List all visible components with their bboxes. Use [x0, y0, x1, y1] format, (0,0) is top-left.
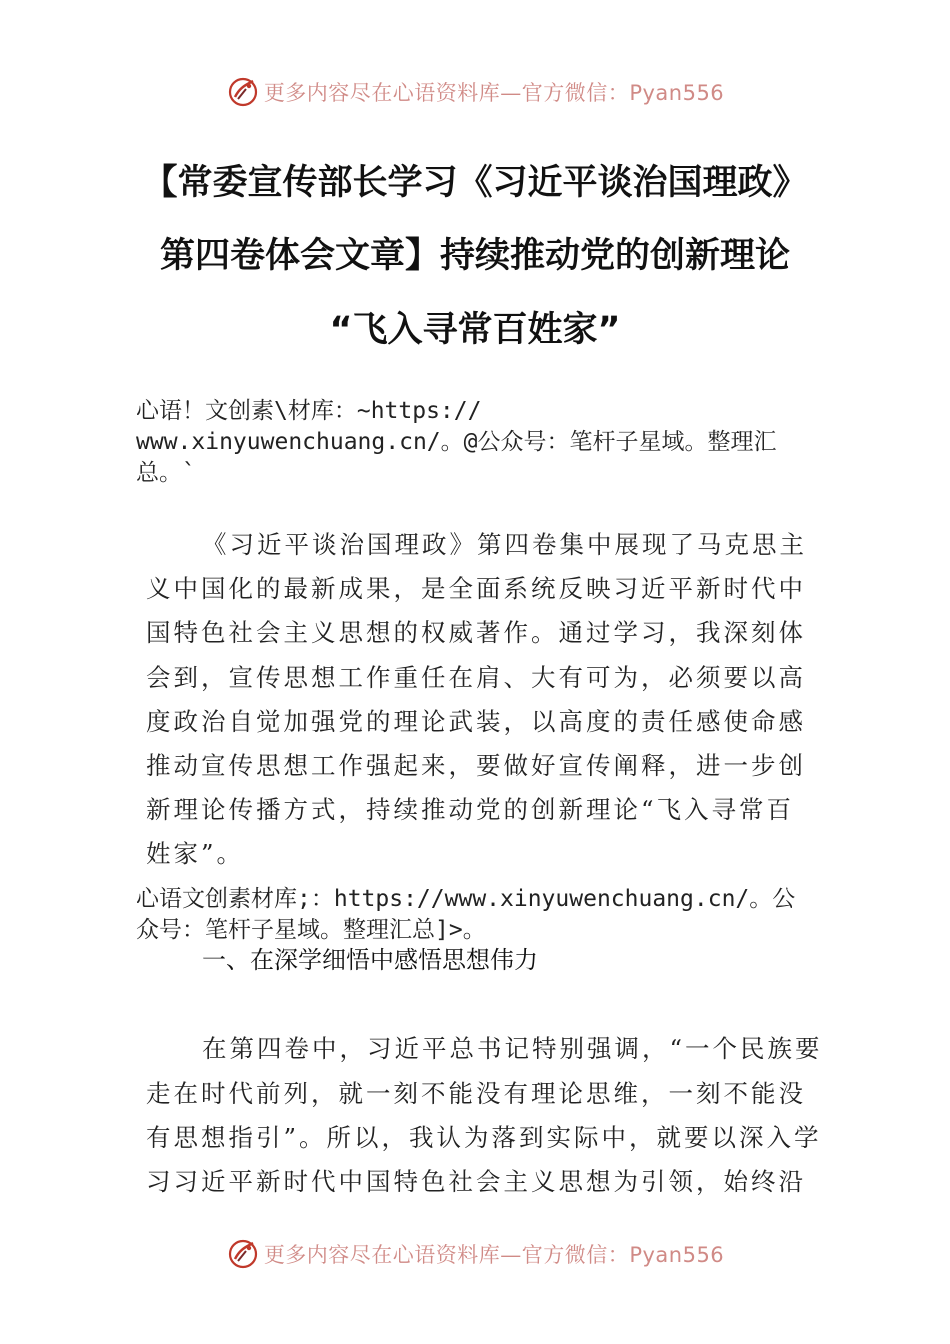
section-heading: 一、在深学细悟中感悟思想伟力: [202, 946, 538, 974]
paragraph-1-line: 国特色社会主义思想的权威著作。通过学习，我深刻体: [146, 618, 806, 647]
paragraph-1-line: 会到，宣传思想工作重任在肩、大有可为，必须要以高: [146, 663, 806, 692]
paragraph-2-line: 走在时代前列，就一刻不能没有理论思维，一刻不能没: [146, 1079, 806, 1108]
source-note-1-line-1: 心语！文创素\材库：~https://: [136, 398, 482, 424]
source-note-1-line-3: 总。`: [136, 460, 196, 486]
paragraph-1-line: 《习近平谈治国理政》第四卷集中展现了马克思主: [202, 530, 807, 559]
watermark-header: [0, 72, 950, 112]
document-title-line-3: “飞入寻常百姓家”: [329, 310, 621, 350]
paragraph-1-line: 义中国化的最新成果，是全面系统反映习近平新时代中: [146, 574, 806, 603]
watermark-footer: [0, 1234, 950, 1274]
watermark-text: 更多内容尽在心语资料库—官方微信：Pyan556: [263, 1243, 725, 1267]
paragraph-2-line: 有思想指引”。所以，我认为落到实际中，就要以深入学: [146, 1123, 822, 1152]
brand-logo-icon: [226, 75, 260, 109]
source-note-2-line-1: 心语文创素材库;：https://www.xinyuwenchuang.cn/。公: [136, 886, 796, 912]
document-title-line-2: 第四卷体会文章】持续推动党的创新理论: [159, 236, 790, 276]
source-note-2-line-2: 众号：笔杆子星域。整理汇总]>。: [136, 917, 486, 943]
paragraph-2-line: 习习近平新时代中国特色社会主义思想为引领，始终沿: [146, 1167, 806, 1196]
source-note-1-line-2: www.xinyuwenchuang.cn/。@公众号：笔杆子星域。整理汇: [136, 429, 777, 455]
brand-logo-icon: [226, 1237, 260, 1271]
paragraph-1-line: 新理论传播方式，持续推动党的创新理论“飞入寻常百: [146, 795, 795, 824]
watermark-text: 更多内容尽在心语资料库—官方微信：Pyan556: [263, 81, 725, 105]
document-title-line-1: 【常委宣传部长学习《习近平谈治国理政》: [142, 163, 808, 203]
paragraph-2-line: 在第四卷中，习近平总书记特别强调，“一个民族要: [202, 1034, 823, 1063]
paragraph-1-line: 推动宣传思想工作强起来，要做好宣传阐释，进一步创: [146, 751, 806, 780]
paragraph-1-line: 度政治自觉加强党的理论武装，以高度的责任感使命感: [146, 707, 806, 736]
paragraph-1-line: 姓家”。: [146, 839, 245, 868]
